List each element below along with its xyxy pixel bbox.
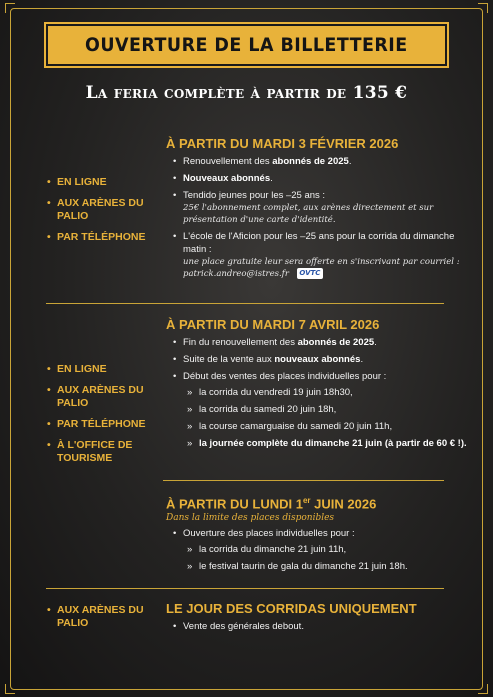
list-item: • Suite de la vente aux nouveaux abonnés. [166, 353, 471, 366]
channel-item: • EN LIGNE [47, 176, 157, 189]
frame-corner [5, 684, 15, 694]
frame-corner [5, 3, 15, 13]
section-divider [46, 588, 444, 589]
list-item: • Tendido jeunes pour les –25 ans : 25€ l'abonnement complet, aux arènes directement et sur présentation d'une carte d'identité. [166, 189, 471, 226]
page-title: OUVERTURE DE LA BILLETTERIE [85, 34, 408, 56]
channel-item: • PAR TÉLÉPHONE [47, 231, 157, 244]
section-divider [163, 480, 444, 481]
ovtc-logo: OVTC [297, 268, 323, 279]
section-heading: À PARTIR DU MARDI 3 FÉVRIER 2026 [166, 136, 399, 151]
sub-item: » le festival taurin de gala du dimanche 21 juin 18h. [183, 560, 471, 573]
channel-item: • À L'OFFICE DE TOURISME [47, 439, 147, 465]
sub-item: » la corrida du vendredi 19 juin 18h30, [183, 386, 471, 399]
sales-channels-1 [47, 176, 157, 252]
section-heading: LE JOUR DES CORRIDAS UNIQUEMENT [166, 601, 417, 616]
sub-item: » la corrida du samedi 20 juin 18h, [183, 403, 471, 416]
section-note: Dans la limite des places disponibles [166, 513, 335, 524]
channel-item: • AUX ARÈNES DU PALIO [47, 384, 147, 410]
list-item: • Nouveaux abonnés. [166, 172, 471, 185]
section-4 [166, 601, 471, 637]
title-banner [46, 24, 447, 66]
section-3 [166, 493, 471, 577]
channel-item: • EN LIGNE [47, 363, 157, 376]
section-1 [166, 136, 471, 284]
list-item: • Début des ventes des places individuelles pour : » la corrida du vendredi 19 juin 18h30, » la corrida du samedi 20 juin 18h, » la course camarguaise du samedi 20 juin 11h, » la journée complète du dimanche 21 juin (à partir de 60 € !). [166, 370, 471, 450]
list-item: • Vente des générales debout. [166, 620, 471, 633]
section-2 [166, 317, 471, 454]
sales-channels-2 [47, 363, 157, 473]
frame-corner [478, 684, 488, 694]
channel-item: • PAR TÉLÉPHONE [47, 418, 157, 431]
sub-item: » la journée complète du dimanche 21 juin (à partir de 60 € !). [183, 437, 471, 450]
sub-item: » la course camarguaise du samedi 20 juin 11h, [183, 420, 471, 433]
list-item: • Renouvellement des abonnés de 2025. [166, 155, 471, 168]
page-subtitle: La feria complète à partir de 135 € [85, 83, 408, 103]
list-item: • Fin du renouvellement des abonnés de 2025. [166, 336, 471, 349]
sales-channels-4 [47, 604, 157, 638]
channel-item: • AUX ARÈNES DU PALIO [47, 197, 147, 223]
list-item: • L'école de l'Aficion pour les –25 ans pour la corrida du dimanche matin : une place gratuite leur sera offerte en s'inscrivant par courriel : patrick.andreo@istres.fr OVTC [166, 230, 471, 280]
channel-item: • AUX ARÈNES DU PALIO [47, 604, 147, 630]
section-divider [46, 303, 444, 304]
section-heading: À PARTIR DU MARDI 7 AVRIL 2026 [166, 317, 380, 332]
list-item: • Ouverture des places individuelles pour : » la corrida du dimanche 21 juin 11h, » le festival taurin de gala du dimanche 21 juin 18h. [166, 527, 471, 573]
section-heading: À PARTIR DU LUNDI 1er JUIN 2026 [166, 496, 377, 512]
frame-corner [478, 3, 488, 13]
sub-item: » la corrida du dimanche 21 juin 11h, [183, 543, 471, 556]
